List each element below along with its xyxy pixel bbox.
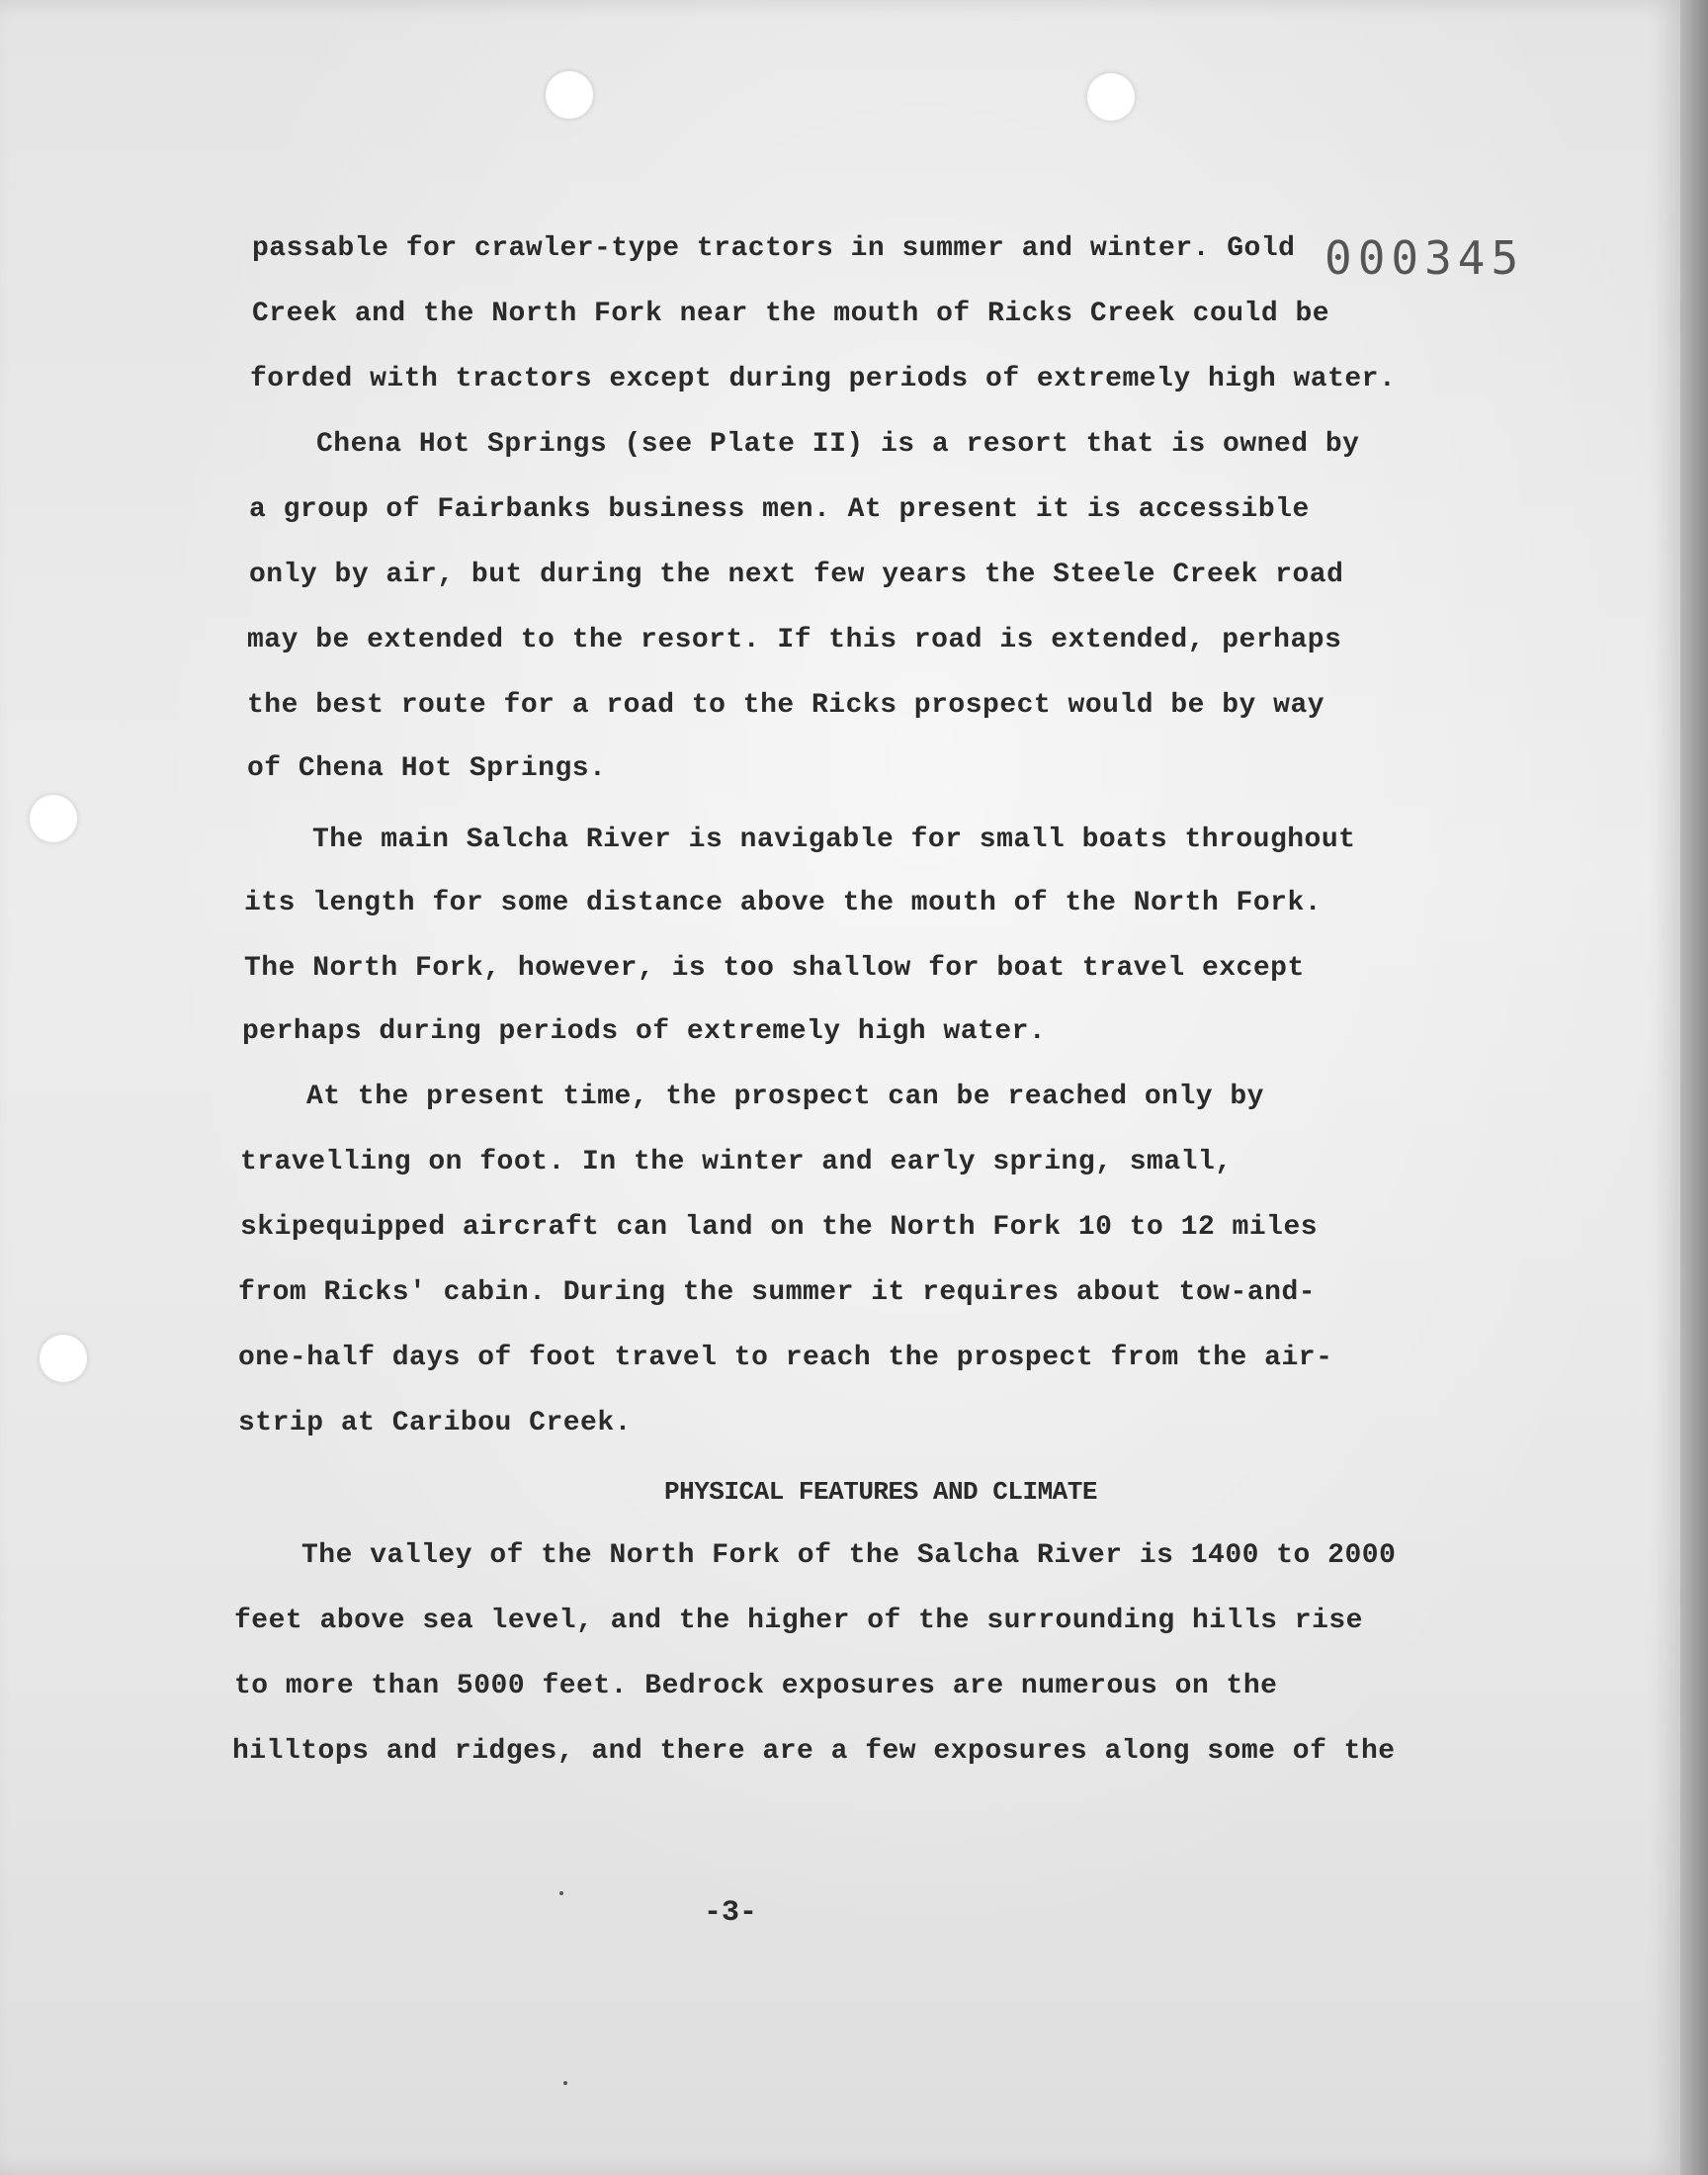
punch-hole-top-left — [546, 71, 593, 119]
text-line: from Ricks' cabin. During the summer it requires about tow-and- — [238, 1277, 1317, 1308]
text-line: Chena Hot Springs (see Plate II) is a resort that is owned by — [316, 429, 1360, 460]
text-line: travelling on foot. In the winter and early spring, small, — [240, 1147, 1233, 1177]
punch-hole-top-right — [1087, 73, 1135, 121]
text-line: The valley of the North Fork of the Salcha River is 1400 to 2000 — [301, 1540, 1397, 1571]
punch-hole-left-upper — [30, 795, 77, 842]
punch-hole-left-lower — [40, 1335, 87, 1382]
text-line: perhaps during periods of extremely high water. — [242, 1016, 1047, 1047]
document-stamp-number: 000345 — [1324, 231, 1525, 285]
text-line: At the present time, the prospect can be reached only by — [306, 1082, 1264, 1112]
paper-speck — [563, 2081, 567, 2085]
text-line: skipequipped aircraft can land on the North Fork 10 to 12 miles — [240, 1212, 1319, 1243]
text-line: passable for crawler-type tractors in summer and winter. Gold — [252, 233, 1296, 264]
text-line: forded with tractors except during periods of extremely high water. — [250, 364, 1397, 394]
text-line: may be extended to the resort. If this road is extended, perhaps — [247, 625, 1342, 655]
text-line: The North Fork, however, is too shallow for boat travel except — [244, 953, 1305, 984]
text-line: only by air, but during the next few years the Steele Creek road — [249, 560, 1344, 590]
text-line: feet above sea level, and the higher of the surrounding hills rise — [234, 1606, 1363, 1636]
text-line: a group of Fairbanks business men. At present it is accessible — [249, 494, 1310, 525]
text-line: Creek and the North Fork near the mouth of Ricks Creek could be — [252, 299, 1330, 329]
text-line: its length for some distance above the mouth of the North Fork. — [244, 888, 1323, 918]
text-line: the best route for a road to the Ricks prospect would be by way — [247, 690, 1325, 721]
paper-speck — [559, 1891, 563, 1895]
text-line: one-half days of foot travel to reach the prospect from the air- — [238, 1343, 1333, 1373]
text-line: The main Salcha River is navigable for small boats throughout — [312, 825, 1356, 855]
page-edge-shadow — [1680, 0, 1708, 2175]
section-heading: PHYSICAL FEATURES AND CLIMATE — [664, 1477, 1097, 1507]
text-line: strip at Caribou Creek. — [238, 1408, 632, 1438]
text-line: to more than 5000 feet. Bedrock exposures are numerous on the — [234, 1671, 1278, 1701]
text-line: hilltops and ridges, and there are a few exposures along some of the — [232, 1736, 1396, 1767]
text-line: of Chena Hot Springs. — [247, 753, 607, 784]
page-number: -3- — [704, 1896, 758, 1930]
